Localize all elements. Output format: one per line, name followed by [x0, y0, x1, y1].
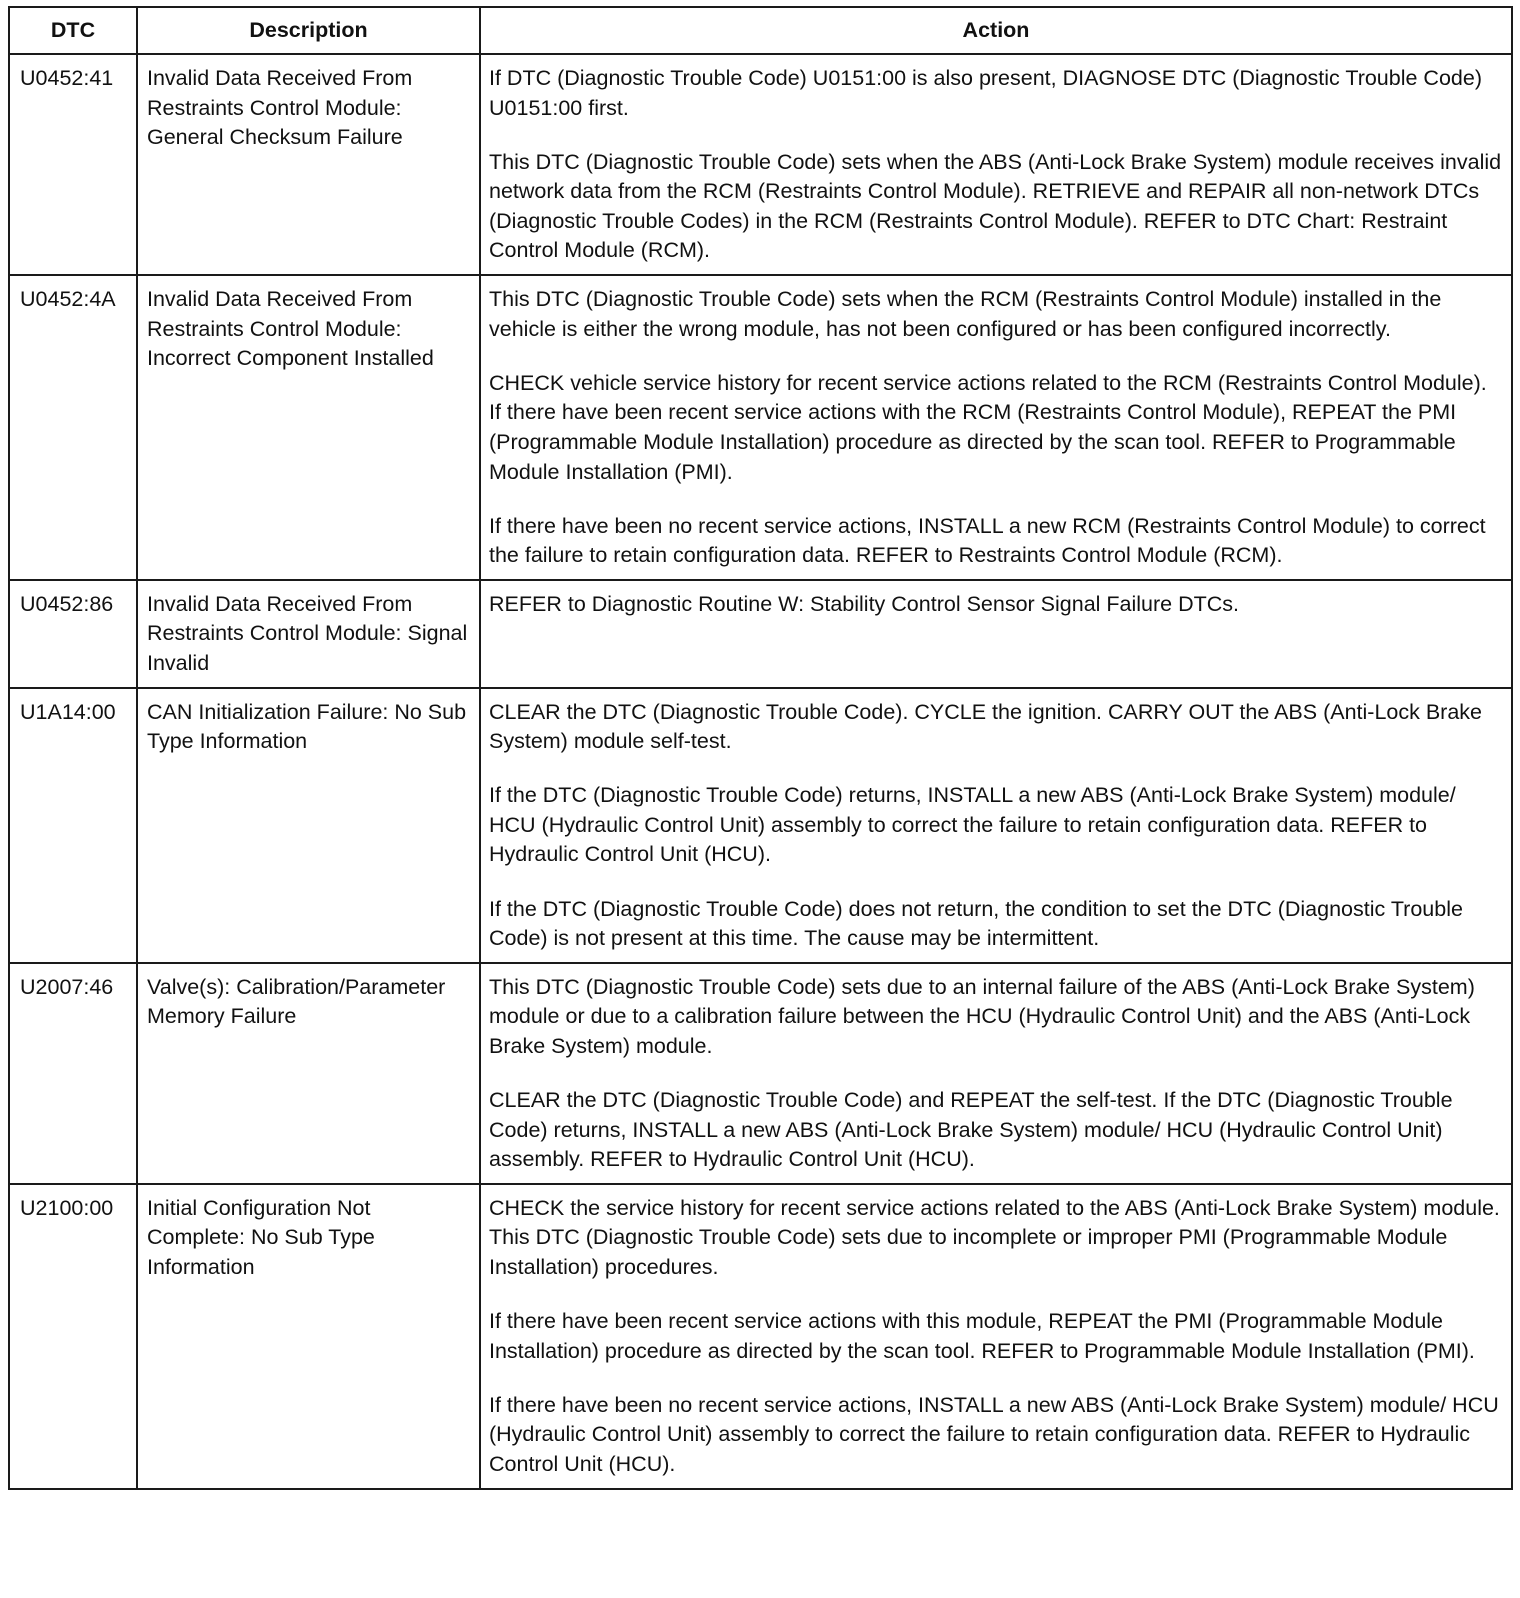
action-paragraph: If there have been no recent service actions, INSTALL a new ABS (Anti-Lock Brake System) module/ HCU (Hydraulic Control Unit) assembly to correct the failure to retain configuration data. REFER to Hydraulic Control Unit (HCU).: [489, 1392, 1499, 1476]
dtc-code-cell: U0452:86: [9, 580, 137, 688]
action-cell: [480, 54, 1512, 275]
action-paragraph: REFER to Diagnostic Routine W: Stability Control Sensor Signal Failure DTCs.: [489, 591, 1240, 616]
table-header-row: [9, 7, 1512, 54]
dtc-code-cell: U2007:46: [9, 963, 137, 1184]
table-row: [9, 275, 1512, 580]
description-cell: Invalid Data Received From Restraints Control Module: General Checksum Failure: [137, 54, 480, 275]
table-row: [9, 54, 1512, 275]
action-paragraph: If there have been recent service actions with this module, REPEAT the PMI (Programmable Module Installation) procedure as directed by the scan tool. REFER to Programmable Module Installation (PMI).: [489, 1309, 1475, 1363]
action-paragraph: If the DTC (Diagnostic Trouble Code) returns, INSTALL a new ABS (Anti-Lock Brake System) module/ HCU (Hydraulic Control Unit) assembly to correct the failure to retain configuration data. REFER to Hydraulic Control Unit (HCU).: [489, 783, 1456, 867]
dtc-code-cell: U0452:4A: [9, 275, 137, 580]
action-paragraph: This DTC (Diagnostic Trouble Code) sets when the RCM (Restraints Control Module) installed in the vehicle is either the wrong module, has not been configured or has been configured incorrectly.: [489, 287, 1442, 341]
dtc-code-cell: U2100:00: [9, 1184, 137, 1489]
action-paragraph: CHECK the service history for recent service actions related to the ABS (Anti-Lock Brake System) module. This DTC (Diagnostic Trouble Code) sets due to incomplete or improper PMI (Programmable Module Installation) procedures.: [489, 1195, 1500, 1279]
description-cell: Valve(s): Calibration/Parameter Memory Failure: [137, 963, 480, 1184]
description-cell: Initial Configuration Not Complete: No Sub Type Information: [137, 1184, 480, 1489]
action-paragraph: CLEAR the DTC (Diagnostic Trouble Code). CYCLE the ignition. CARRY OUT the ABS (Anti-Lock Brake System) module self-test.: [489, 699, 1483, 754]
table-row: [9, 963, 1512, 1184]
action-cell: [480, 963, 1512, 1184]
table-row: [9, 1184, 1512, 1489]
description-cell: Invalid Data Received From Restraints Control Module: Incorrect Component Installed: [137, 275, 480, 580]
action-paragraph: This DTC (Diagnostic Trouble Code) sets due to an internal failure of the ABS (Anti-Lock Brake System) module or due to a calibration failure between the HCU (Hydraulic Control Unit) and the ABS (Anti-Lock Brake System) module.: [489, 974, 1475, 1058]
description-cell: Invalid Data Received From Restraints Control Module: Signal Invalid: [137, 580, 480, 688]
action-paragraph: If the DTC (Diagnostic Trouble Code) does not return, the condition to set the DTC (Diagnostic Trouble Code) is not present at this time. The cause may be intermittent.: [489, 896, 1463, 951]
action-paragraph: If DTC (Diagnostic Trouble Code) U0151:00 is also present, DIAGNOSE DTC (Diagnostic Trouble Code) U0151:00 first.: [489, 66, 1482, 120]
table-row: [9, 580, 1512, 688]
action-cell: [480, 688, 1512, 963]
action-cell: [480, 275, 1512, 580]
dtc-table: [8, 6, 1513, 1490]
column-header-dtc: DTC: [9, 7, 137, 54]
action-paragraph: CLEAR the DTC (Diagnostic Trouble Code) and REPEAT the self-test. If the DTC (Diagnostic Trouble Code) returns, INSTALL a new ABS (Anti-Lock Brake System) module/ HCU (Hydraulic Control Unit) assembly. REFER to Hydraulic Control Unit (HCU).: [489, 1088, 1453, 1172]
action-paragraph: CHECK vehicle service history for recent service actions related to the RCM (Restraints Control Module). If there have been recent service actions with the RCM (Restraints Control Module), REPEAT the PMI (Programmable Module Installation) procedure as directed by the scan tool. REFER to Programmable Module Installation (PMI).: [489, 370, 1487, 484]
column-header-action: Action: [480, 7, 1512, 54]
table-row: [9, 688, 1512, 963]
action-paragraph: This DTC (Diagnostic Trouble Code) sets when the ABS (Anti-Lock Brake System) module receives invalid network data from the RCM (Restraints Control Module). RETRIEVE and REPAIR all non-network DTCs (Diagnostic Trouble Codes) in the RCM (Restraints Control Module). REFER to DTC Chart: Restraint Control Module (RCM).: [489, 149, 1502, 263]
dtc-table-container: [8, 6, 1511, 1490]
dtc-code-cell: U1A14:00: [9, 688, 137, 963]
description-cell: CAN Initialization Failure: No Sub Type Information: [137, 688, 480, 963]
column-header-description: Description: [137, 7, 480, 54]
action-cell: [480, 580, 1512, 688]
action-cell: [480, 1184, 1512, 1489]
action-paragraph: If there have been no recent service actions, INSTALL a new RCM (Restraints Control Module) to correct the failure to retain configuration data. REFER to Restraints Control Module (RCM).: [489, 513, 1486, 568]
dtc-code-cell: U0452:41: [9, 54, 137, 275]
